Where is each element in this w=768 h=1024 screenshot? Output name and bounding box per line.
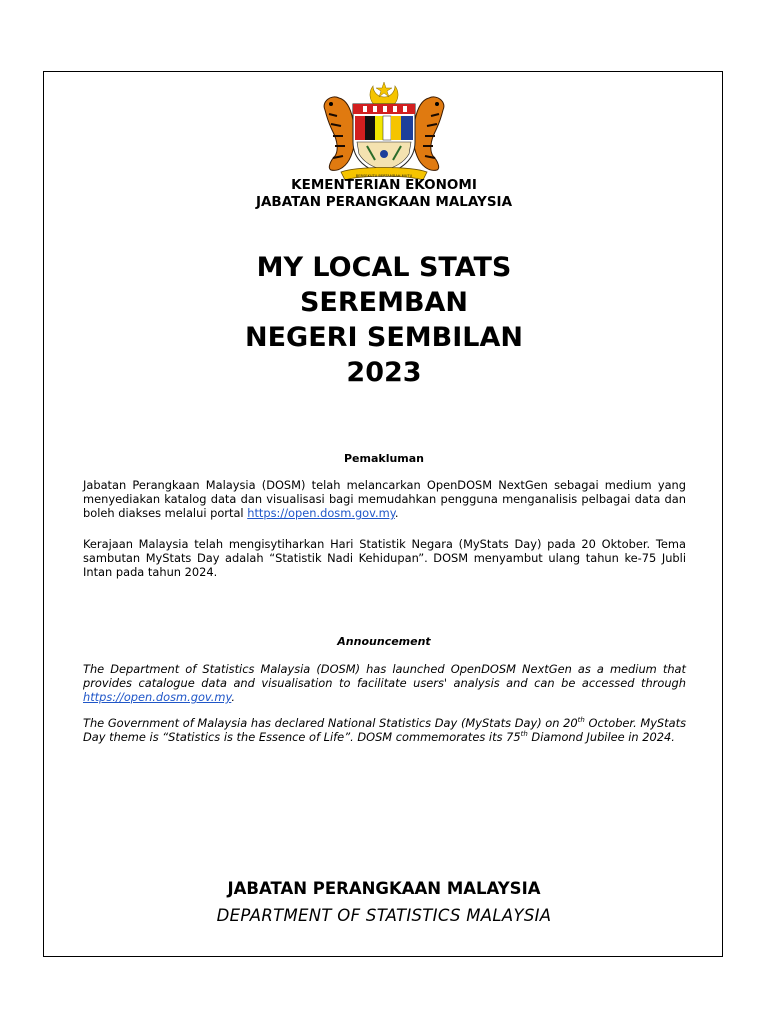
malaysia-coat-of-arms-icon [317, 80, 451, 184]
english-section-heading: Announcement [337, 635, 431, 648]
report-title [0, 250, 768, 390]
department-name: JABATAN PERANGKAAN MALAYSIA [255, 194, 513, 210]
english-paragraph-2 [83, 716, 686, 744]
english-paragraph-2-c: Diamond Jubilee in 2024. [527, 730, 675, 744]
english-paragraph-2-a: The Government of Malaysia has declared National Statistics Day (MyStats Day) on 20 [83, 716, 578, 730]
english-paragraph-1 [83, 662, 686, 704]
title-line-2: SEREMBAN [299, 287, 469, 318]
malay-section-heading: Pemakluman [343, 452, 425, 465]
title-line-4: 2023 [346, 357, 422, 388]
svg-text:BERSEKUTU BERTAMBAH MUTU: BERSEKUTU BERTAMBAH MUTU [355, 174, 413, 178]
opendosm-portal-link-en[interactable]: https://open.dosm.gov.my [83, 690, 232, 704]
opendosm-portal-link[interactable]: https://open.dosm.gov.my [247, 506, 395, 520]
title-line-1: MY LOCAL STATS [256, 252, 512, 283]
ministry-name: KEMENTERIAN EKONOMI [291, 177, 477, 193]
english-paragraph-2-b: October. MyStats Day theme is “Statistics is the Essence of Life”. DOSM commemorates its 75 [83, 716, 687, 744]
malay-paragraph-1-text: Jabatan Perangkaan Malaysia (DOSM) telah melancarkan OpenDOSM NextGen sebagai medium yang menyediakan katalog data dan visualisasi bagi memudahkan pengguna menganalisis pelbagai data dan boleh diakses melalui portal [83, 478, 686, 520]
malay-paragraph-2: Kerajaan Malaysia telah mengisytiharkan Hari Statistik Negara (MyStats Day) pada 20 Oktober. Tema sambutan MyStats Day adalah “Statistik Nadi Kehidupan”. DOSM menyambut ulang tahun ke-75 Jubli Intan pada tahun 2024. [83, 537, 686, 579]
english-paragraph-1-text: The Department of Statistics Malaysia (DOSM) has launched OpenDOSM NextGen as a medium that provides catalogue data and visualisation to facilitate users' analysis and can be accessed through [83, 662, 686, 690]
superscript-th-2: th [520, 730, 528, 739]
title-line-3: NEGERI SEMBILAN [245, 322, 523, 353]
footer-department-malay: JABATAN PERANGKAAN MALAYSIA [227, 879, 541, 898]
malay-paragraph-1-end: . [394, 506, 399, 520]
english-paragraph-1-end: . [231, 690, 235, 704]
footer-department-english: DEPARTMENT OF STATISTICS MALAYSIA [216, 906, 552, 925]
malay-paragraph-1 [83, 478, 686, 520]
superscript-th-1: th [577, 716, 585, 725]
